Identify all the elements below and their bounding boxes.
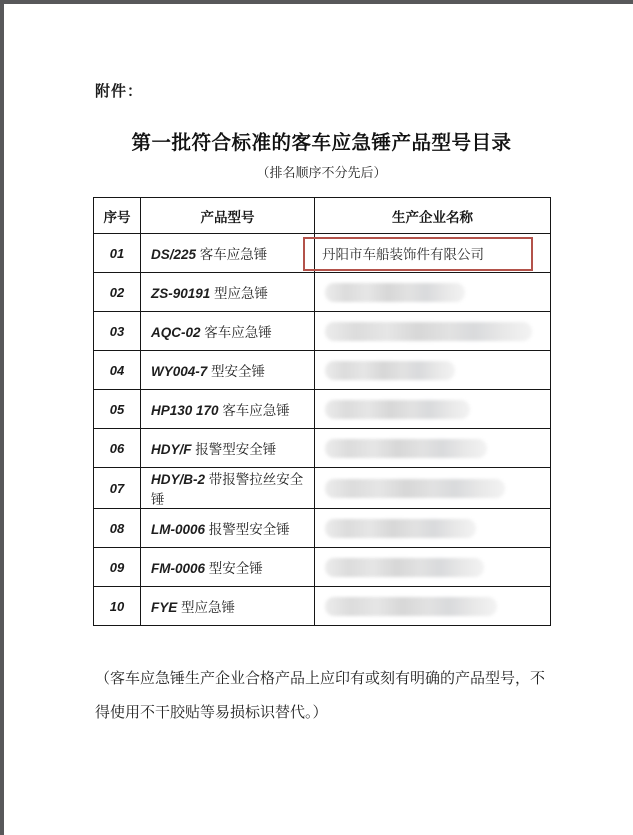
product-model-code: WY004-7 — [151, 364, 212, 379]
product-model-cell — [141, 351, 315, 390]
product-model-code: HDY/B-2 — [151, 472, 209, 487]
product-model-code: HDY/F — [151, 442, 196, 457]
product-model-name: 客车应急锤 — [204, 325, 272, 340]
page-edge-top — [0, 0, 633, 4]
masked-company-blur — [325, 479, 505, 498]
manufacturer-cell — [315, 312, 551, 351]
product-model-cell — [141, 390, 315, 429]
masked-company-blur — [325, 322, 532, 341]
row-serial-number: 07 — [94, 468, 141, 509]
manufacturer-cell — [315, 468, 551, 509]
product-model-code: ZS-90191 — [151, 286, 215, 301]
product-model-name: 客车应急锤 — [199, 247, 268, 262]
footnote: （客车应急锤生产企业合格产品上应印有或刻有明确的产品型号，不得使用不干胶贴等易损标识替代。） — [95, 670, 546, 721]
product-table — [93, 197, 551, 626]
product-model-name: 型应急锤 — [214, 286, 269, 301]
table-row — [94, 468, 551, 509]
table-row — [94, 234, 551, 273]
product-model-name: 型安全锤 — [211, 364, 266, 379]
product-model-name: 型安全锤 — [208, 561, 263, 576]
table-row — [94, 509, 551, 548]
product-model-cell — [141, 468, 315, 509]
masked-company-blur — [325, 400, 470, 419]
header-manufacturer-name: 生产企业名称 — [315, 198, 551, 234]
manufacturer-cell — [315, 548, 551, 587]
header-serial-number: 序号 — [94, 198, 141, 234]
product-model-name: 型应急锤 — [181, 600, 236, 615]
manufacturer-cell — [315, 429, 551, 468]
manufacturer-cell — [315, 390, 551, 429]
product-model-cell — [141, 429, 315, 468]
row-serial-number: 09 — [94, 548, 141, 587]
manufacturer-cell — [315, 351, 551, 390]
product-model-code: FM-0006 — [151, 561, 209, 576]
product-model-cell — [141, 587, 315, 626]
row-serial-number: 03 — [94, 312, 141, 351]
masked-company-blur — [325, 361, 455, 380]
table-row — [94, 587, 551, 626]
product-model-cell — [141, 234, 315, 273]
product-model-code: LM-0006 — [151, 522, 209, 537]
attachment-label: 附件： — [95, 83, 144, 100]
table-row — [94, 273, 551, 312]
table-body — [94, 234, 551, 626]
table-row — [94, 548, 551, 587]
row-serial-number: 08 — [94, 509, 141, 548]
table-row — [94, 312, 551, 351]
manufacturer-cell — [315, 273, 551, 312]
manufacturer-cell — [315, 509, 551, 548]
product-model-code: DS/225 — [151, 247, 200, 262]
product-model-cell — [141, 548, 315, 587]
manufacturer-cell — [315, 587, 551, 626]
row-serial-number: 04 — [94, 351, 141, 390]
masked-company-blur — [325, 558, 484, 577]
product-model-cell — [141, 273, 315, 312]
product-model-code: HP130 170 — [151, 403, 223, 418]
row-serial-number: 02 — [94, 273, 141, 312]
table-row — [94, 351, 551, 390]
product-model-cell — [141, 509, 315, 548]
row-serial-number: 05 — [94, 390, 141, 429]
table-header-row — [94, 198, 551, 234]
masked-company-blur — [325, 283, 465, 302]
product-model-name: 报警型安全锤 — [195, 442, 277, 457]
product-model-code: AQC-02 — [151, 325, 205, 340]
product-model-name: 客车应急锤 — [222, 403, 290, 418]
product-model-code: FYE — [151, 600, 182, 615]
masked-company-blur — [325, 597, 497, 616]
table-row — [94, 390, 551, 429]
header-product-model: 产品型号 — [141, 198, 315, 234]
row-serial-number: 06 — [94, 429, 141, 468]
masked-company-blur — [325, 519, 476, 538]
product-model-name: 带报警拉丝安全锤 — [151, 472, 304, 507]
product-table-wrap — [93, 197, 550, 626]
manufacturer-cell: 丹阳市车船装饰件有限公司 — [315, 234, 551, 273]
table-row — [94, 429, 551, 468]
row-serial-number: 01 — [94, 234, 141, 273]
page-edge-left — [0, 0, 4, 835]
masked-company-blur — [325, 439, 487, 458]
product-model-name: 报警型安全锤 — [208, 522, 290, 537]
page-title: 第一批符合标准的客车应急锤产品型号目录 — [131, 132, 512, 154]
product-model-cell — [141, 312, 315, 351]
row-serial-number: 10 — [94, 587, 141, 626]
page-subtitle: （排名顺序不分先后） — [256, 165, 387, 180]
